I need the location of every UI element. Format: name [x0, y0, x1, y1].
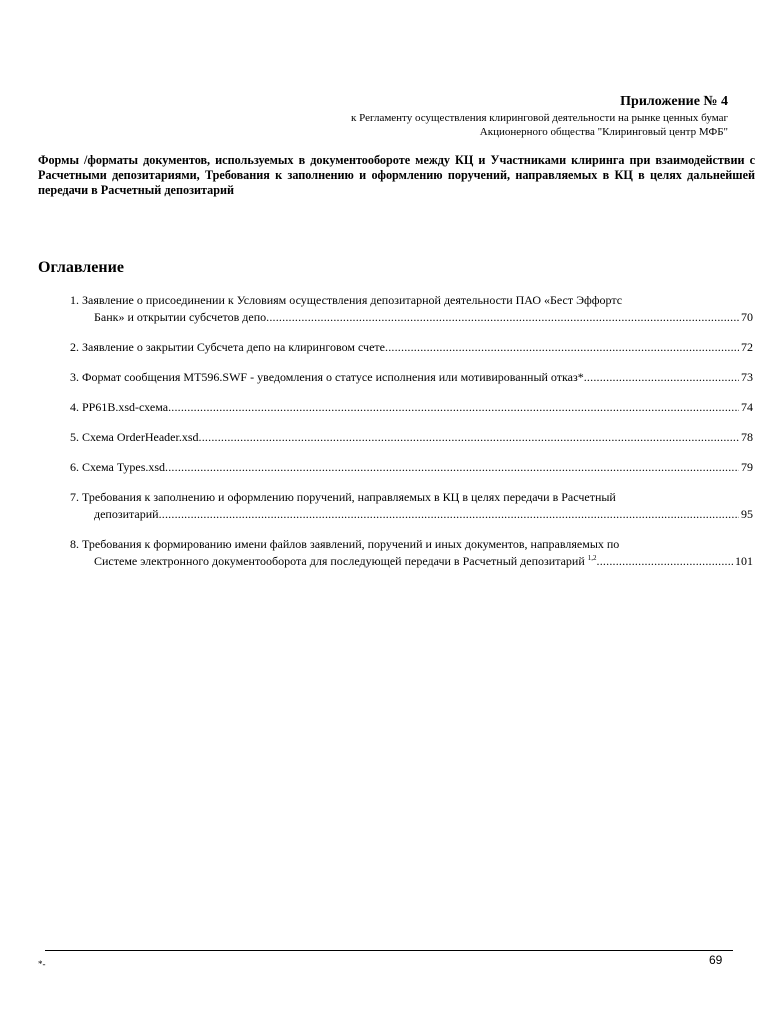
dot-leader	[168, 399, 739, 416]
dot-leader	[199, 429, 739, 446]
toc-page-number[interactable]: 72	[741, 340, 753, 354]
toc-entry-text[interactable]: 1. Заявление о присоединении к Условиям осуществления депозитарной деятельности ПАО «Бест Эффортс	[70, 293, 623, 307]
appendix-title: Приложение № 4	[620, 94, 728, 109]
appendix-reference-line-1: к Регламенту осуществления клиринговой деятельности на рынке ценных бумаг	[351, 112, 728, 124]
toc-page-number[interactable]: 101	[735, 554, 753, 568]
toc-entry-text[interactable]: 4. PP61B.xsd-схема	[70, 400, 169, 414]
appendix-reference-line-2: Акционерного общества "Клиринговый центр МФБ"	[479, 126, 728, 138]
dot-leader	[385, 339, 739, 356]
toc-entry-text[interactable]: 7. Требования к заполнению и оформлению поручений, направляемых в КЦ в целях передачи в Расчетный	[70, 490, 616, 504]
toc-page-number[interactable]: 79	[741, 460, 753, 474]
toc-page-number[interactable]: 73	[741, 370, 753, 384]
footer-divider	[45, 950, 733, 951]
document-title: Формы /форматы документов, используемых в документообороте между КЦ и Участниками клиринга при взаимодействии с Расчетными депозитариями, Требования к заполнению и оформлению поручений, направляемых в КЦ в целях дальнейшей передачи в Расчетный депозитарий	[38, 153, 755, 197]
toc-entry-8[interactable]	[70, 536, 753, 570]
toc-entry-2[interactable]	[70, 339, 753, 356]
toc-entry-text[interactable]: 5. Схема OrderHeader.xsd	[70, 430, 199, 444]
toc-page-number[interactable]: 95	[741, 507, 753, 521]
dot-leader	[266, 309, 739, 326]
toc-entry-text[interactable]: 6. Схема Types.xsd	[70, 460, 166, 474]
footnote-mark: *-	[38, 959, 46, 969]
toc-entry-6[interactable]	[70, 459, 753, 476]
appendix-header	[228, 93, 728, 139]
toc-entry-1[interactable]	[70, 292, 753, 326]
dot-leader	[159, 506, 739, 523]
toc-page-number[interactable]: 70	[741, 310, 753, 324]
toc-entry-text-continued[interactable]: депозитарий	[94, 507, 159, 521]
toc-entry-text[interactable]: 3. Формат сообщения MT596.SWF - уведомления о статусе исполнения или мотивированный отказ*	[70, 370, 584, 384]
dot-leader	[165, 459, 739, 476]
dot-leader	[597, 553, 733, 570]
toc-page-number[interactable]: 78	[741, 430, 753, 444]
toc-entry-text-continued[interactable]	[94, 553, 597, 570]
page-number: 69	[709, 953, 723, 967]
toc-entry-text-continued-body[interactable]: Системе электронного документооборота для последующей передачи в Расчетный депозитарий	[94, 554, 585, 568]
toc-entry-4[interactable]	[70, 399, 753, 416]
toc-page-number[interactable]: 74	[741, 400, 753, 414]
dot-leader	[584, 369, 739, 386]
footnote-reference: 1,2	[587, 554, 597, 562]
toc-entry-text-continued[interactable]: Банк» и открытии субсчетов депо	[94, 310, 267, 324]
toc-entry-text[interactable]: 8. Требования к формированию имени файлов заявлений, поручений и иных документов, направляемых по	[70, 537, 620, 551]
toc-entry-5[interactable]	[70, 429, 753, 446]
toc-entry-3[interactable]	[70, 369, 753, 386]
table-of-contents	[70, 292, 753, 570]
toc-entry-text[interactable]: 2. Заявление о закрытии Субсчета депо на клиринговом счете	[70, 340, 385, 354]
toc-entry-7[interactable]	[70, 489, 753, 523]
toc-heading: Оглавление	[38, 259, 124, 276]
